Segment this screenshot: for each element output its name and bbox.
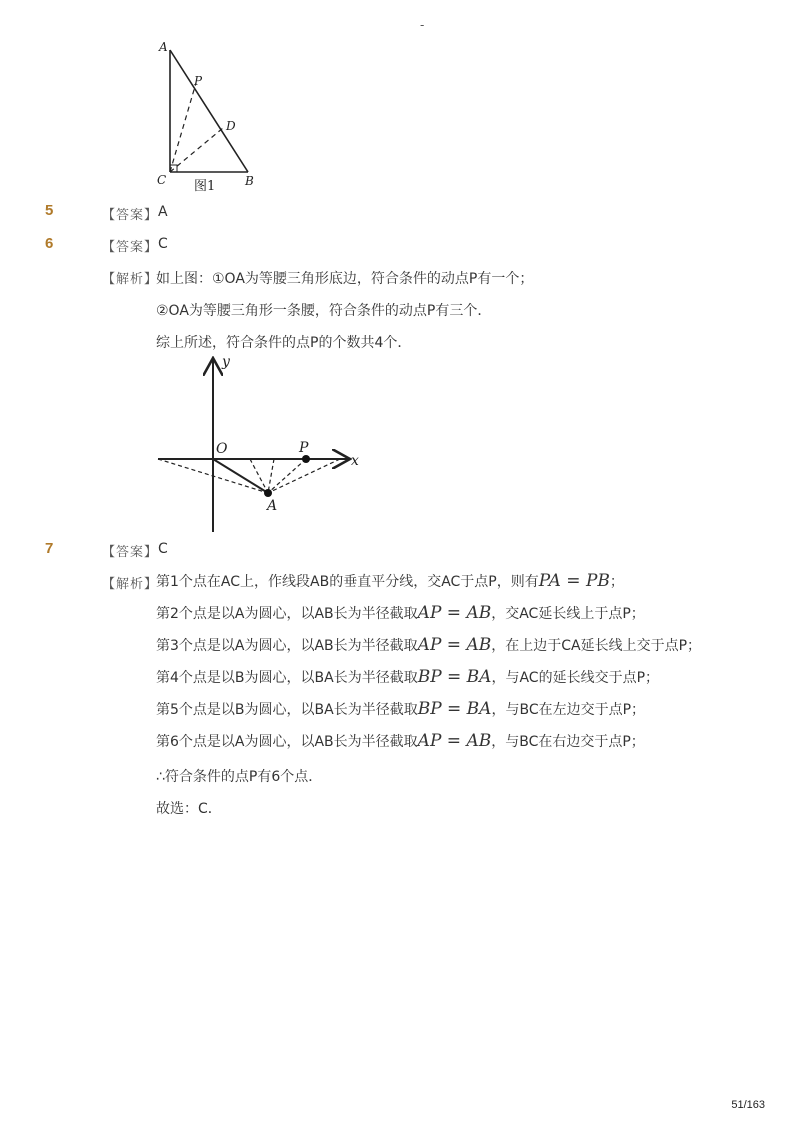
label-D: D <box>226 119 236 133</box>
line-4-text: 第4个点是以B为圆心，以BA长为半径截取 <box>156 670 418 686</box>
answer-6: C <box>158 236 168 252</box>
segment-CP <box>170 83 196 172</box>
answer-5: A <box>158 204 168 220</box>
label-y: y <box>222 354 230 370</box>
line-5-text: 第5个点是以B为圆心，以BA长为半径截取 <box>156 702 418 718</box>
line-3-text: 第3个点是以A为圆心，以AB长为半径截取 <box>156 638 418 654</box>
line-2-post: ，交AC延长线上于点P； <box>491 606 645 622</box>
analysis-7-line-4 <box>156 667 659 687</box>
segment-AB <box>170 50 248 172</box>
label-C: C <box>157 173 167 187</box>
analysis-7-choice: 故选：C． <box>156 801 222 817</box>
label-O: O <box>216 441 228 457</box>
dashed-right <box>268 459 340 493</box>
analysis-7-line-1 <box>156 571 624 591</box>
analysis-7-line-2 <box>156 603 645 623</box>
figure-caption: 图1 <box>194 179 216 194</box>
analysis-6-line-2: ②OA为等腰三角形一条腰，符合条件的动点P有三个． <box>156 303 492 319</box>
page-number: 51/163 <box>731 1099 765 1111</box>
question-number-7: 7 <box>45 540 54 557</box>
line-5-math: BP = BA <box>417 699 492 719</box>
analysis-7-line-5 <box>156 699 645 719</box>
dashed-AP <box>268 459 306 493</box>
line-1-text: 第1个点在AC上，作线段AB的垂直平分线，交AC于点P，则有 <box>156 574 539 590</box>
analysis-tag-7: 【解析】 <box>102 577 159 592</box>
answer-tag-7: 【答案】 <box>102 545 159 560</box>
line-2-math: AP = AB <box>417 603 492 623</box>
analysis-7-line-3 <box>156 635 701 655</box>
figure-2-coordinate <box>150 352 370 537</box>
header-dash: - <box>420 18 425 32</box>
analysis-6-line-1: 如上图：①OA为等腰三角形底边，符合条件的动点P有一个； <box>156 271 534 287</box>
analysis-6-line-3: 综上所述，符合条件的点P的个数共4个． <box>156 335 412 351</box>
line-4-post: ，与AC的延长线交于点P； <box>491 670 660 686</box>
segment-CD <box>170 128 223 172</box>
line-2-text: 第2个点是以A为圆心，以AB长为半径截取 <box>156 606 418 622</box>
line-6-post: ，与BC在右边交于点P； <box>491 734 645 750</box>
line-4-math: BP = BA <box>417 667 492 687</box>
line-3-math: AP = AB <box>417 635 492 655</box>
analysis-7-line-6 <box>156 731 645 751</box>
answer-tag-5: 【答案】 <box>102 208 159 223</box>
line-5-post: ，与BC在左边交于点P； <box>491 702 646 718</box>
label-B: B <box>245 174 254 188</box>
label-A: A <box>159 40 168 54</box>
question-number-5: 5 <box>45 202 54 219</box>
answer-tag-6: 【答案】 <box>102 240 159 255</box>
line-6-math: AP = AB <box>417 731 492 751</box>
label-A2: A <box>267 498 278 514</box>
line-1-math: PA = PB <box>538 571 610 591</box>
point-P <box>302 455 310 463</box>
question-number-6: 6 <box>45 235 54 252</box>
analysis-7-conclusion: ∴符合条件的点P有6个点． <box>156 769 323 785</box>
point-A <box>264 489 272 497</box>
line-3-post: ，在上边于CA延长线上交于点P； <box>491 638 702 654</box>
segment-OA <box>213 459 268 493</box>
analysis-tag-6: 【解析】 <box>102 272 159 287</box>
answer-7: C <box>158 541 168 557</box>
line-6-text: 第6个点是以A为圆心，以AB长为半径截取 <box>156 734 418 750</box>
line-1-post: ； <box>609 574 624 590</box>
label-P: P <box>194 74 203 88</box>
figure-1-triangle <box>150 38 270 198</box>
label-P2: P <box>299 440 309 456</box>
label-x: x <box>351 453 359 469</box>
